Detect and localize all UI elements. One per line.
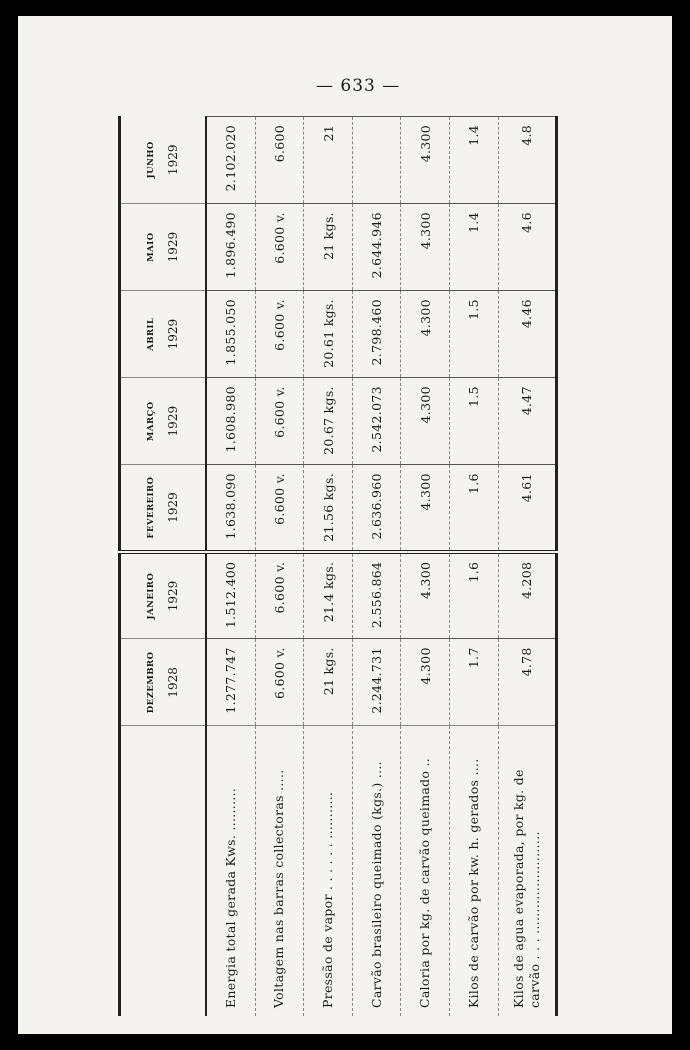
table-cell: 4.6 (498, 204, 556, 291)
row-label: Kilos de agua evaporada, por kg. de carvão . . . ........................ (498, 726, 556, 1016)
rotated-table-wrapper (118, 116, 558, 1016)
table-cell: 1.512.400 (206, 552, 255, 639)
table-row (401, 117, 450, 1017)
table-cell: 21 kgs. (304, 204, 353, 291)
table-cell: 4.300 (401, 204, 450, 291)
table-cell: 2.636.960 (352, 465, 401, 552)
table-cell: 1.4 (450, 117, 499, 204)
table-cell: 4.46 (498, 291, 556, 378)
table-cell: 2.102.020 (206, 117, 255, 204)
table-cell: 20.67 kgs. (304, 378, 353, 465)
column-header (120, 204, 207, 291)
table-cell: 4.61 (498, 465, 556, 552)
column-header (120, 552, 207, 639)
table-cell: 21 kgs. (304, 639, 353, 726)
column-year: 1929 (166, 492, 180, 523)
table-cell: 2.244.731 (352, 639, 401, 726)
table-cell: 1.277.747 (206, 639, 255, 726)
table-row (255, 117, 304, 1017)
column-month: DEZEMBRO (146, 651, 156, 714)
row-label: Carvão brasileiro queimado (kgs.) .... (352, 726, 401, 1016)
table-cell: 4.300 (401, 378, 450, 465)
column-year: 1929 (166, 144, 180, 176)
column-month: MAIO (146, 232, 156, 262)
table-row (206, 117, 255, 1017)
table-cell: 4.300 (401, 465, 450, 552)
table-cell: 4.208 (498, 552, 556, 639)
table-cell: 2.644.946 (352, 204, 401, 291)
table-cell: 6.600 v. (255, 639, 304, 726)
table-cell: 4.47 (498, 378, 556, 465)
table-cell: 1.4 (450, 204, 499, 291)
table-cell: 1.6 (450, 465, 499, 552)
table-cell: 6.600 v. (255, 552, 304, 639)
table-cell: 20.61 kgs. (304, 291, 353, 378)
table-header-row (120, 117, 207, 1017)
table-cell: 21.56 kgs. (304, 465, 353, 552)
table-row (304, 117, 353, 1017)
table-row (450, 117, 499, 1017)
table-cell: 1.855.050 (206, 291, 255, 378)
table-cell: 4.300 (401, 552, 450, 639)
data-table (118, 116, 558, 1016)
column-header (120, 117, 207, 204)
table-cell: 4.300 (401, 291, 450, 378)
table-cell: 1.608.980 (206, 378, 255, 465)
row-label: Energia total gerada Kws. .......... (206, 726, 255, 1016)
table-cell: 1.6 (450, 552, 499, 639)
table-cell: 1.7 (450, 639, 499, 726)
header-label-cell (120, 726, 207, 1016)
table-cell: 1.896.490 (206, 204, 255, 291)
column-header (120, 465, 207, 552)
row-label: Voltagem nas barras collectoras ..... (255, 726, 304, 1016)
table-cell: 4.78 (498, 639, 556, 726)
table-cell: 6.600 v. (255, 204, 304, 291)
column-year: 1929 (166, 405, 180, 437)
table-cell: 2.798.460 (352, 291, 401, 378)
table-cell: 4.300 (401, 639, 450, 726)
column-year: 1928 (166, 667, 180, 698)
row-label: Caloria por kg. de carvão queimado .. (401, 726, 450, 1016)
column-header (120, 291, 207, 378)
table-cell: 6.600 v. (255, 378, 304, 465)
table-cell: 21.4 kgs. (304, 552, 353, 639)
table-row (498, 117, 556, 1017)
table-cell: 1.5 (450, 378, 499, 465)
table-cell: 2.556.864 (352, 552, 401, 639)
table-cell: 1.5 (450, 291, 499, 378)
table-cell: 4.8 (498, 117, 556, 204)
column-year: 1929 (166, 318, 180, 350)
row-label: Pressão de vapor . . . . . . ........... (304, 726, 353, 1016)
table-cell: 2.542.073 (352, 378, 401, 465)
table-cell: 6.600 v. (255, 291, 304, 378)
table-row (352, 117, 401, 1017)
table-cell: 1.638.090 (206, 465, 255, 552)
table-cell (352, 117, 401, 204)
table-cell: 6.600 (255, 117, 304, 204)
column-header (120, 639, 207, 726)
column-year: 1929 (166, 231, 180, 263)
column-month: FEVEREIRO (146, 476, 156, 539)
column-header (120, 378, 207, 465)
table-cell: 6.600 v. (255, 465, 304, 552)
table-cell: 4.300 (401, 117, 450, 204)
row-label: Kilos de carvão por kw. h. gerados .... (450, 726, 499, 1016)
column-month: ABRIL (146, 317, 156, 351)
page-number: — 633 — (316, 76, 401, 96)
table-cell: 21 (304, 117, 353, 204)
column-month: MARÇO (146, 401, 156, 442)
document-page (18, 16, 672, 1034)
column-month: JUNHO (146, 141, 156, 179)
column-month: JANEIRO (146, 572, 156, 620)
column-year: 1929 (166, 580, 180, 612)
